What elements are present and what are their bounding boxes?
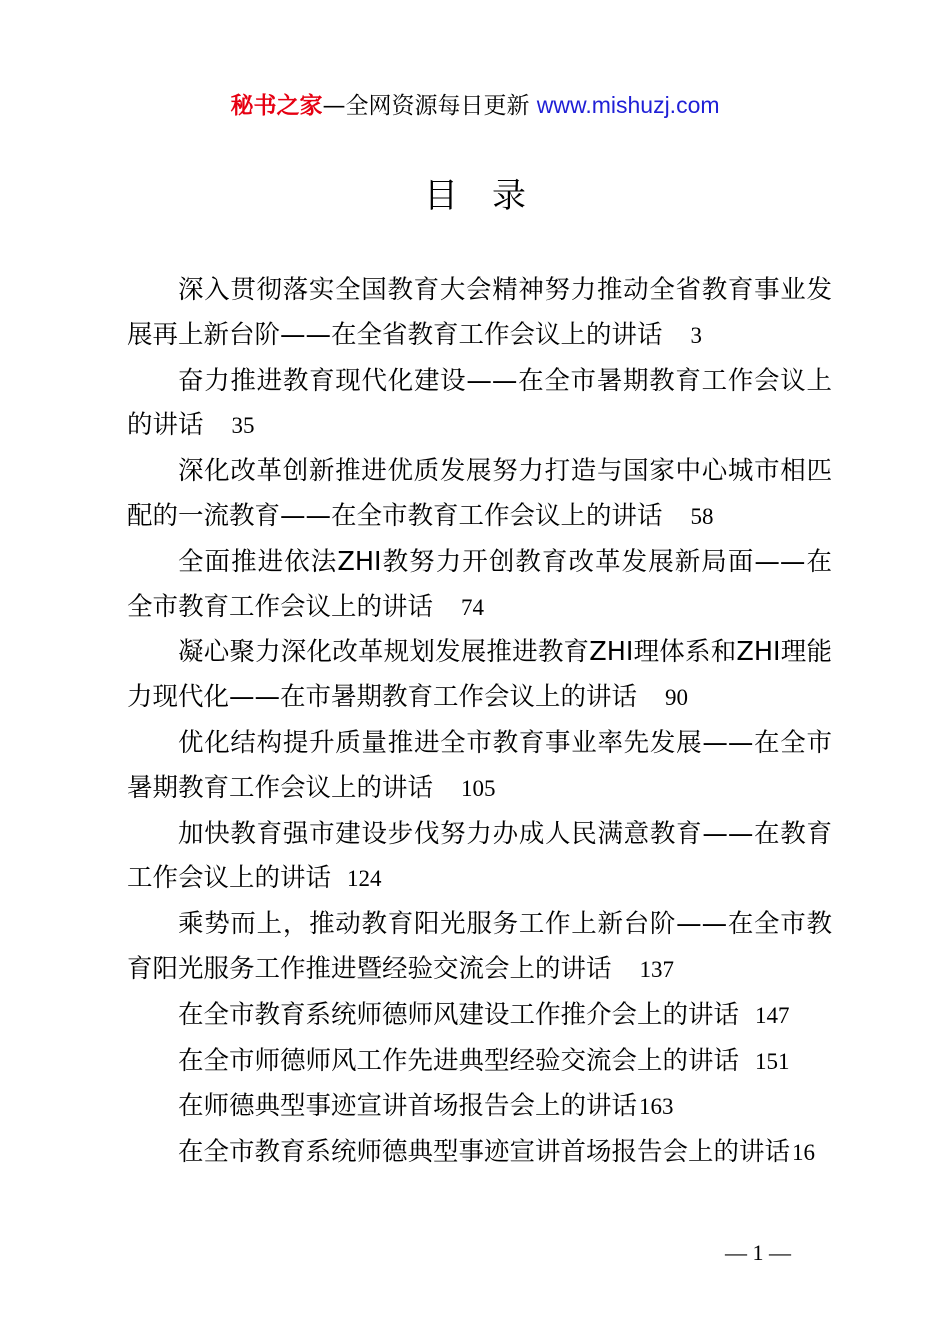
toc-entry-title: 优化结构提升质量推进全市教育事业率先发展——在全市暑期教育工作会议上的讲话 — [127, 727, 832, 803]
toc-entry-title: 深化改革创新推进优质发展努力打造与国家中心城市相匹配的一流教育——在全市教育工作会议上的讲话 — [127, 456, 832, 531]
site-url-link[interactable]: www.mishuzj.com — [536, 92, 720, 118]
toc-page-number: 137 — [639, 956, 675, 982]
toc-entry[interactable] — [127, 630, 832, 721]
toc-entry-title: 在全市教育系统师德师风建设工作推介会上的讲话 — [178, 999, 740, 1030]
banner-tagline: —全网资源每日更新 — [322, 93, 530, 119]
toc-entry[interactable] — [127, 721, 832, 812]
toc-page-number: 74 — [461, 594, 485, 620]
brand-name: 秘书之家 — [230, 93, 323, 119]
toc-page-number: 124 — [347, 866, 382, 892]
toc-page-number: 105 — [461, 775, 496, 801]
toc-entry-title: 奋力推进教育现代化建设——在全市暑期教育工作会议上的讲话 — [127, 365, 832, 441]
toc-entry[interactable] — [127, 449, 832, 540]
toc-entry-title: 加快教育强市建设步伐努力办成人民满意教育——在教育工作会议上的讲话 — [127, 818, 832, 894]
toc-entry-title: 乘势而上，推动教育阳光服务工作上新台阶——在全市教育阳光服务工作推进暨经验交流会上的讲话 — [127, 909, 832, 984]
page-title: 目录 — [424, 176, 560, 216]
toc-page-number: 16 — [792, 1140, 816, 1166]
toc-entry[interactable] — [127, 268, 832, 359]
toc-entry[interactable] — [127, 812, 832, 903]
site-banner — [0, 88, 950, 123]
toc-page-number: 3 — [690, 322, 703, 348]
toc-entry[interactable] — [127, 1039, 832, 1085]
page-footer-number: — 1 — — [725, 1240, 791, 1265]
toc-entry-title: 在全市教育系统师德典型事迹宣讲首场报告会上的讲话 — [178, 1137, 791, 1168]
toc-entry[interactable] — [127, 902, 832, 993]
toc-entry-title: 深入贯彻落实全国教育大会精神努力推动全省教育事业发展再上新台阶——在全省教育工作会议上的讲话 — [127, 275, 832, 350]
toc-page-number: 35 — [231, 413, 255, 439]
table-of-contents — [127, 268, 832, 1176]
toc-entry-title: 全面推进依法ZHI教努力开创教育改革发展新局面——在全市教育工作会议上的讲话 — [127, 546, 832, 622]
toc-entry-title: 凝心聚力深化改革规划发展推进教育ZHI理体系和ZHI理能力现代化——在市暑期教育工作会议上的讲话 — [127, 637, 832, 713]
toc-page-number: 151 — [755, 1048, 790, 1074]
toc-entry[interactable] — [127, 1130, 832, 1176]
toc-entry[interactable] — [127, 359, 832, 450]
toc-entry[interactable] — [127, 1084, 832, 1130]
toc-page-number: 147 — [755, 1002, 790, 1028]
toc-page-number: 58 — [690, 503, 714, 529]
toc-entry-title: 在全市师德师风工作先进典型经验交流会上的讲话 — [178, 1045, 740, 1076]
toc-entry-title: 在师德典型事迹宣讲首场报告会上的讲话 — [178, 1091, 638, 1122]
toc-entry[interactable] — [127, 993, 832, 1039]
toc-page-number: 90 — [665, 685, 689, 711]
toc-page-number: 163 — [639, 1094, 674, 1120]
toc-entry[interactable] — [127, 540, 832, 631]
